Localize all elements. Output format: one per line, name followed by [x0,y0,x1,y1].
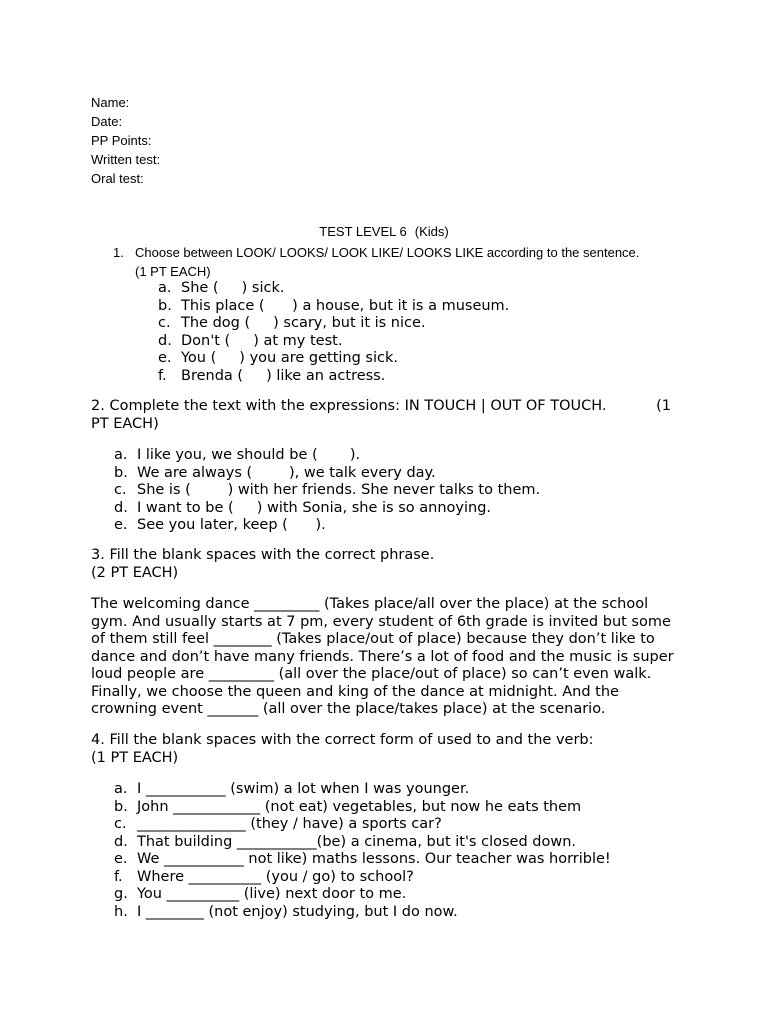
list-item [114,851,611,869]
question-2-points-start: (1 [656,398,671,414]
question-3-points: (2 PT EACH) [91,564,179,581]
question-4-instruction: 4. Fill the blank spaces with the correct form of used to and the verb: [91,732,594,748]
item-text: Where __________ (you / go) to school? [137,868,414,885]
paragraph-line: Finally, we choose the queen and king of the dance at midnight. And the [91,683,619,700]
paragraph-line: gym. And usually starts at 7 pm, every student of 6th grade is invited but some [91,613,671,630]
item-letter: b. [114,464,128,481]
paragraph-line: loud people are _________ (all over the place/out of place) so can’t even walk. [91,666,652,682]
item-letter: f. [158,367,167,384]
list-item [158,298,509,316]
item-text: She is ( ) with her friends. She never talks to them. [137,482,541,498]
item-text: You __________ (live) next door to me. [137,886,407,902]
item-letter: b. [158,297,172,314]
list-item [114,781,611,799]
question-1-number: 1. [113,245,124,260]
list-item [114,465,540,483]
item-text: John ____________ (not eat) vegetables, but now he eats them [137,798,582,815]
list-item [114,886,611,904]
item-letter: c. [114,482,127,498]
list-item [114,482,540,500]
item-letter: c. [114,816,127,832]
item-text: _______________ (they / have) a sports car? [137,816,442,832]
name-field-label: Name: [91,95,130,110]
question-2-points-end: PT EACH) [91,415,159,432]
question-1-points: (1 PT EACH) [135,264,211,279]
question-2-instruction: 2. Complete the text with the expressions: IN TOUCH | OUT OF TOUCH. [91,398,607,414]
item-letter: e. [158,350,172,366]
item-letter: f. [114,868,123,885]
list-item [114,834,611,852]
pp-points-field-label: PP Points: [91,133,152,148]
item-text: That building ___________(be) a cinema, but it's closed down. [137,833,576,850]
question-2-items [114,447,540,535]
item-text: We ___________ not like) maths lessons. Our teacher was horrible! [137,851,611,867]
item-text: You ( ) you are getting sick. [181,350,398,366]
item-letter: a. [114,447,128,463]
list-item [114,500,540,518]
paragraph-line: of them still feel ________ (Takes place/out of place) because they don’t like to [91,631,655,647]
question-4-heading [91,732,691,767]
student-info-fields [91,93,160,188]
question-3-instruction: 3. Fill the blank spaces with the correct phrase. [91,547,435,563]
test-title [0,224,768,240]
question-4-points: (1 PT EACH) [91,749,179,766]
item-text: We are always ( ), we talk every day. [137,464,436,481]
item-text: This place ( ) a house, but it is a museum. [181,297,510,314]
item-letter: d. [114,833,128,850]
list-item [158,368,509,386]
list-item [114,904,611,922]
question-3-paragraph [91,596,691,719]
list-item [114,447,540,465]
list-item [158,280,509,298]
list-item [114,799,611,817]
question-3-heading [91,547,691,582]
item-letter: b. [114,798,128,815]
list-item [158,350,509,368]
item-letter: e. [114,517,128,533]
item-letter: a. [114,781,128,797]
question-1-items [158,280,509,385]
item-letter: d. [114,499,128,516]
list-item [158,315,509,333]
list-item [158,333,509,351]
item-text: I ___________ (swim) a lot when I was younger. [137,781,470,797]
paragraph-line: dance and don’t have many friends. There’s a lot of food and the music is super [91,648,674,665]
test-title-main: TEST LEVEL 6 [319,224,407,239]
paragraph-line: The welcoming dance _________ (Takes place/all over the place) at the school [91,596,649,612]
list-item [114,517,540,535]
item-text: The dog ( ) scary, but it is nice. [181,315,426,331]
oral-test-field-label: Oral test: [91,171,144,186]
written-test-field-label: Written test: [91,152,161,167]
question-4-items [114,781,611,921]
item-text: Don't ( ) at my test. [181,332,343,349]
item-letter: c. [158,315,171,331]
date-field-label: Date: [91,114,123,129]
item-letter: g. [114,886,128,902]
item-text: See you later, keep ( ). [137,517,326,533]
item-letter: a. [158,280,172,296]
test-title-suffix: (Kids) [414,224,449,239]
item-text: She ( ) sick. [181,280,285,296]
item-text: Brenda ( ) like an actress. [181,367,386,384]
item-letter: e. [114,851,128,867]
item-text: I like you, we should be ( ). [137,447,361,463]
item-letter: h. [114,903,128,920]
question-1 [113,243,639,281]
list-item [114,869,611,887]
item-text: I ________ (not enjoy) studying, but I do now. [137,903,458,920]
item-letter: d. [158,332,172,349]
list-item [114,816,611,834]
item-text: I want to be ( ) with Sonia, she is so annoying. [137,499,492,516]
question-1-instruction: Choose between LOOK/ LOOKS/ LOOK LIKE/ LOOKS LIKE according to the sentence. [135,245,640,260]
paragraph-line: crowning event _______ (all over the place/takes place) at the scenario. [91,701,606,717]
question-2-heading [91,398,671,433]
